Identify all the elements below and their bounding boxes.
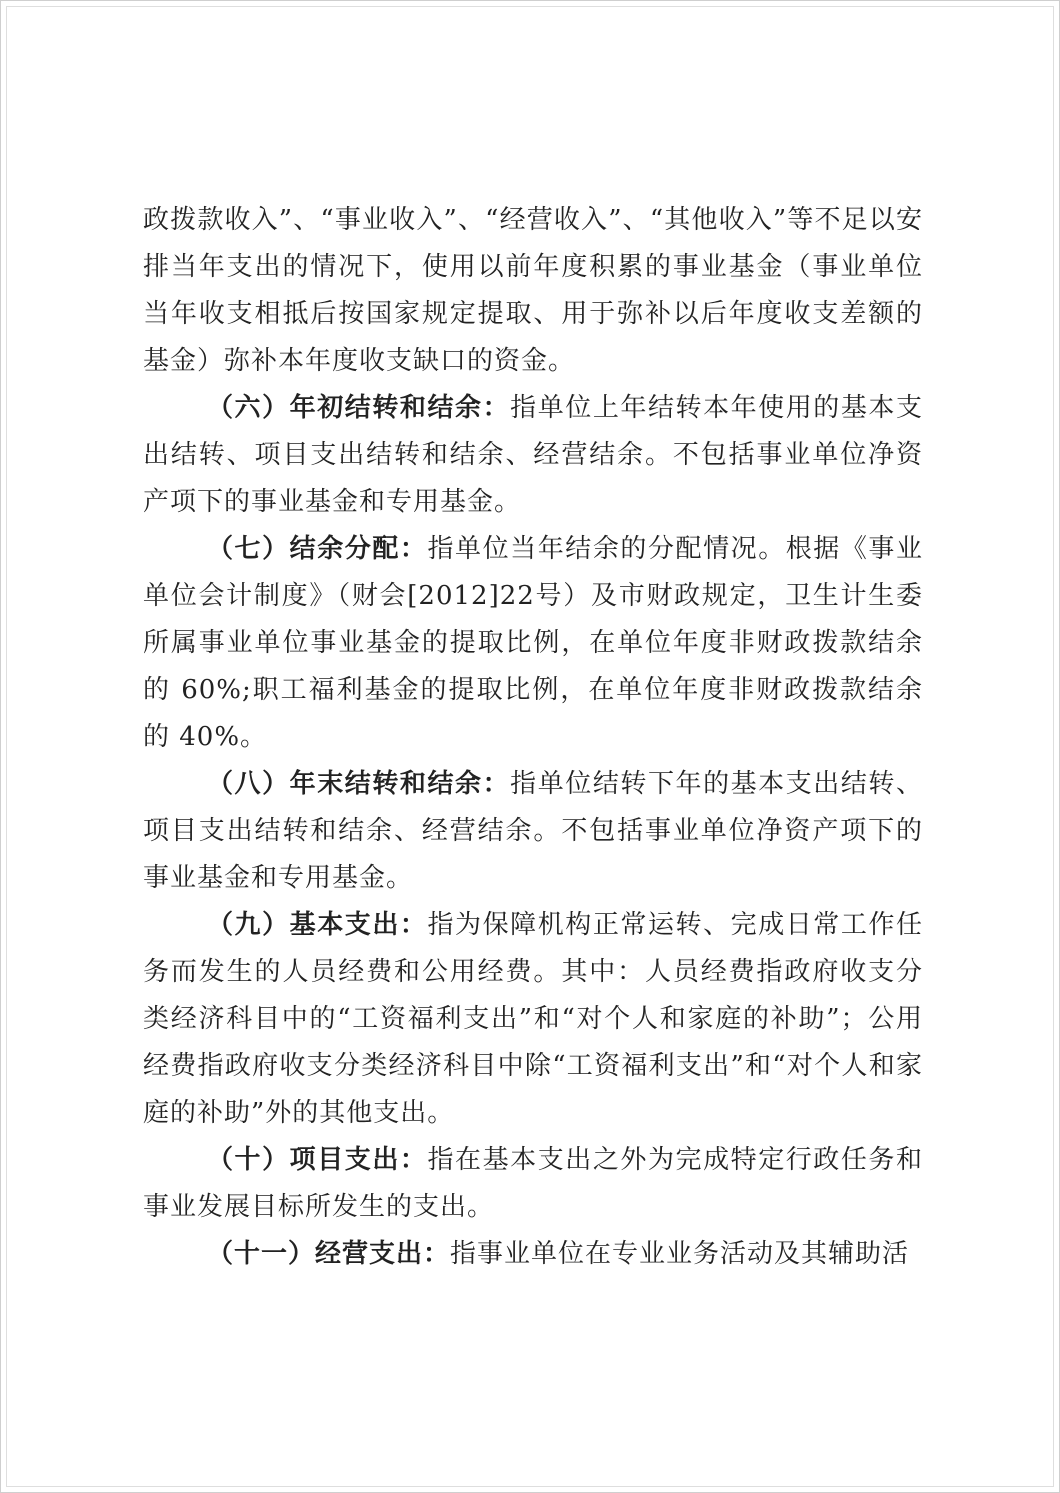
paragraph-5-text: 指为保障机构正常运转、完成日常工作任务而发生的人员经费和公用经费。其中：人员经费指政府收支分类经济科目中的“工资福利支出”和“对个人和家庭的补助”；公用经费指政府收支分类经济科目中除“工资福利支出”和“对个人和家庭的补助”外的其他支出。 <box>143 910 923 1128</box>
paragraph-4-text: 指单位结转下年的基本支出结转、项目支出结转和结余、经营结余。不包括事业单位净资产项下的事业基金和专用基金。 <box>143 769 923 893</box>
paragraph-6-term: （十）项目支出： <box>207 1145 428 1175</box>
paragraph-6-text: 指在基本支出之外为完成特定行政任务和事业发展目标所发生的支出。 <box>143 1145 923 1222</box>
paragraph-7-text: 指事业单位在专业业务活动及其辅助活 <box>450 1239 910 1269</box>
paragraph-4-term: （八）年末结转和结余： <box>207 769 511 799</box>
paragraph-7 <box>143 1231 923 1278</box>
paragraph-1 <box>143 197 923 385</box>
paragraph-7-term: （十一）经营支出： <box>207 1239 451 1269</box>
paragraph-5 <box>143 902 923 1137</box>
paragraph-3-text: 指单位当年结余的分配情况。根据《事业单位会计制度》（财会[2012]22号）及市财政规定，卫生计生委所属事业单位事业基金的提取比例，在单位年度非财政拨款结余的 60%;职工福利基金的提取比例，在单位年度非财政拨款结余的 40%。 <box>143 534 923 752</box>
paragraph-6 <box>143 1137 923 1231</box>
paragraph-1-text: 政拨款收入”、“事业收入”、“经营收入”、“其他收入”等不足以安排当年支出的情况下，使用以前年度积累的事业基金（事业单位当年收支相抵后按国家规定提取、用于弥补以后年度收支差额的基金）弥补本年度收支缺口的资金。 <box>143 205 923 376</box>
paragraph-2-text: 指单位上年结转本年使用的基本支出结转、项目支出结转和结余、经营结余。不包括事业单位净资产项下的事业基金和专用基金。 <box>143 393 923 517</box>
paragraph-2 <box>143 385 923 526</box>
document-body <box>143 197 923 1278</box>
paragraph-5-term: （九）基本支出： <box>207 910 428 940</box>
paragraph-4 <box>143 761 923 902</box>
paragraph-2-term: （六）年初结转和结余： <box>207 393 511 423</box>
paragraph-3-term: （七）结余分配： <box>207 534 428 564</box>
paragraph-3 <box>143 526 923 761</box>
